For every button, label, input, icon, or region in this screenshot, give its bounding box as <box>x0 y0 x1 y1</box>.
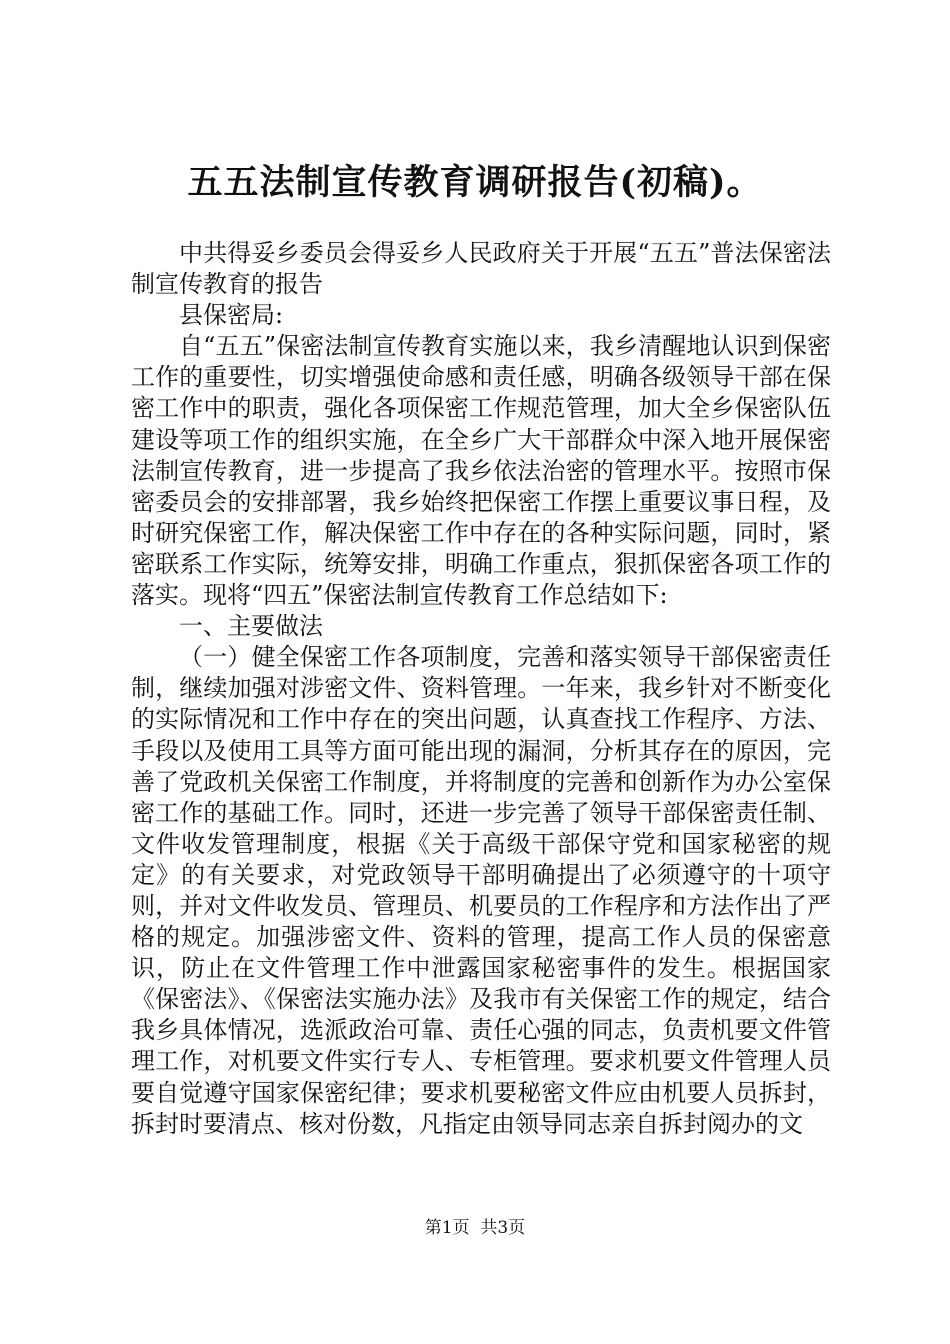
document-title: 五五法制宣传教育调研报告(初稿)。 <box>187 162 763 203</box>
section-heading-main-practices: 一、主要做法 <box>179 612 323 641</box>
page-number: 第1页 <box>424 1218 470 1238</box>
paragraph-item-one: （一）健全保密工作各项制度，完善和落实领导干部保密责任制，继续加强对涉密文件、资料管理。一年来，我乡针对不断变化的实际情况和工作中存在的突出问题，认真查找工作程序、方法、手段以及使用工具等方面可能出现的漏洞，分析其存在的原因，完善了党政机关保密工作制度，并将制度的完善和创新作为办公室保密工作的基础工作。同时，还进一步完善了领导干部保密责任制、文件收发管理制度，根据《关于高级干部保守党和国家秘密的规定》的有关要求，对党政领导干部明确提出了必须遵守的十项守则，并对文件收发员、管理员、机要员的工作程序和方法作出了严格的规定。加强涉密文件、资料的管理，提高工作人员的保密意识，防止在文件管理工作中泄露国家秘密事件的发生。根据国家《保密法》、《保密法实施办法》及我市有关保密工作的规定，结合我乡具体情况，选派政治可靠、责任心强的同志，负责机要文件管理工作，对机要文件实行专人、专柜管理。要求机要文件管理人员要自觉遵守国家保密纪律；要求机要秘密文件应由机要人员拆封，拆封时要清点、核对份数，凡指定由领导同志亲自拆封阅办的文 <box>131 643 831 1138</box>
document-body <box>131 238 831 1140</box>
page-footer <box>0 1216 950 1240</box>
paragraph-intro: 自“五五”保密法制宣传教育实施以来，我乡清醒地认识到保密工作的重要性，切实增强使命感和责任感，明确各级领导干部在保密工作中的职责，强化各项保密工作规范管理，加大全乡保密队伍建设等项工作的组织实施，在全乡广大干部群众中深入地开展保密法制宣传教育，进一步提高了我乡依法治密的管理水平。按照市保密委员会的安排部署，我乡始终把保密工作摆上重要议事日程，及时研究保密工作，解决保密工作中存在的各种实际问题，同时，紧密联系工作实际，统筹安排，明确工作重点，狠抓保密各项工作的落实。现将“四五”保密法制宣传教育工作总结如下: <box>131 332 831 610</box>
paragraph-addressee: 县保密局: <box>179 301 284 330</box>
page-total: 共3页 <box>480 1218 526 1238</box>
paragraph-heading-line: 中共得妥乡委员会得妥乡人民政府关于开展“五五”普法保密法制宣传教育的报告 <box>131 239 831 299</box>
footer-spacer <box>470 1218 481 1238</box>
